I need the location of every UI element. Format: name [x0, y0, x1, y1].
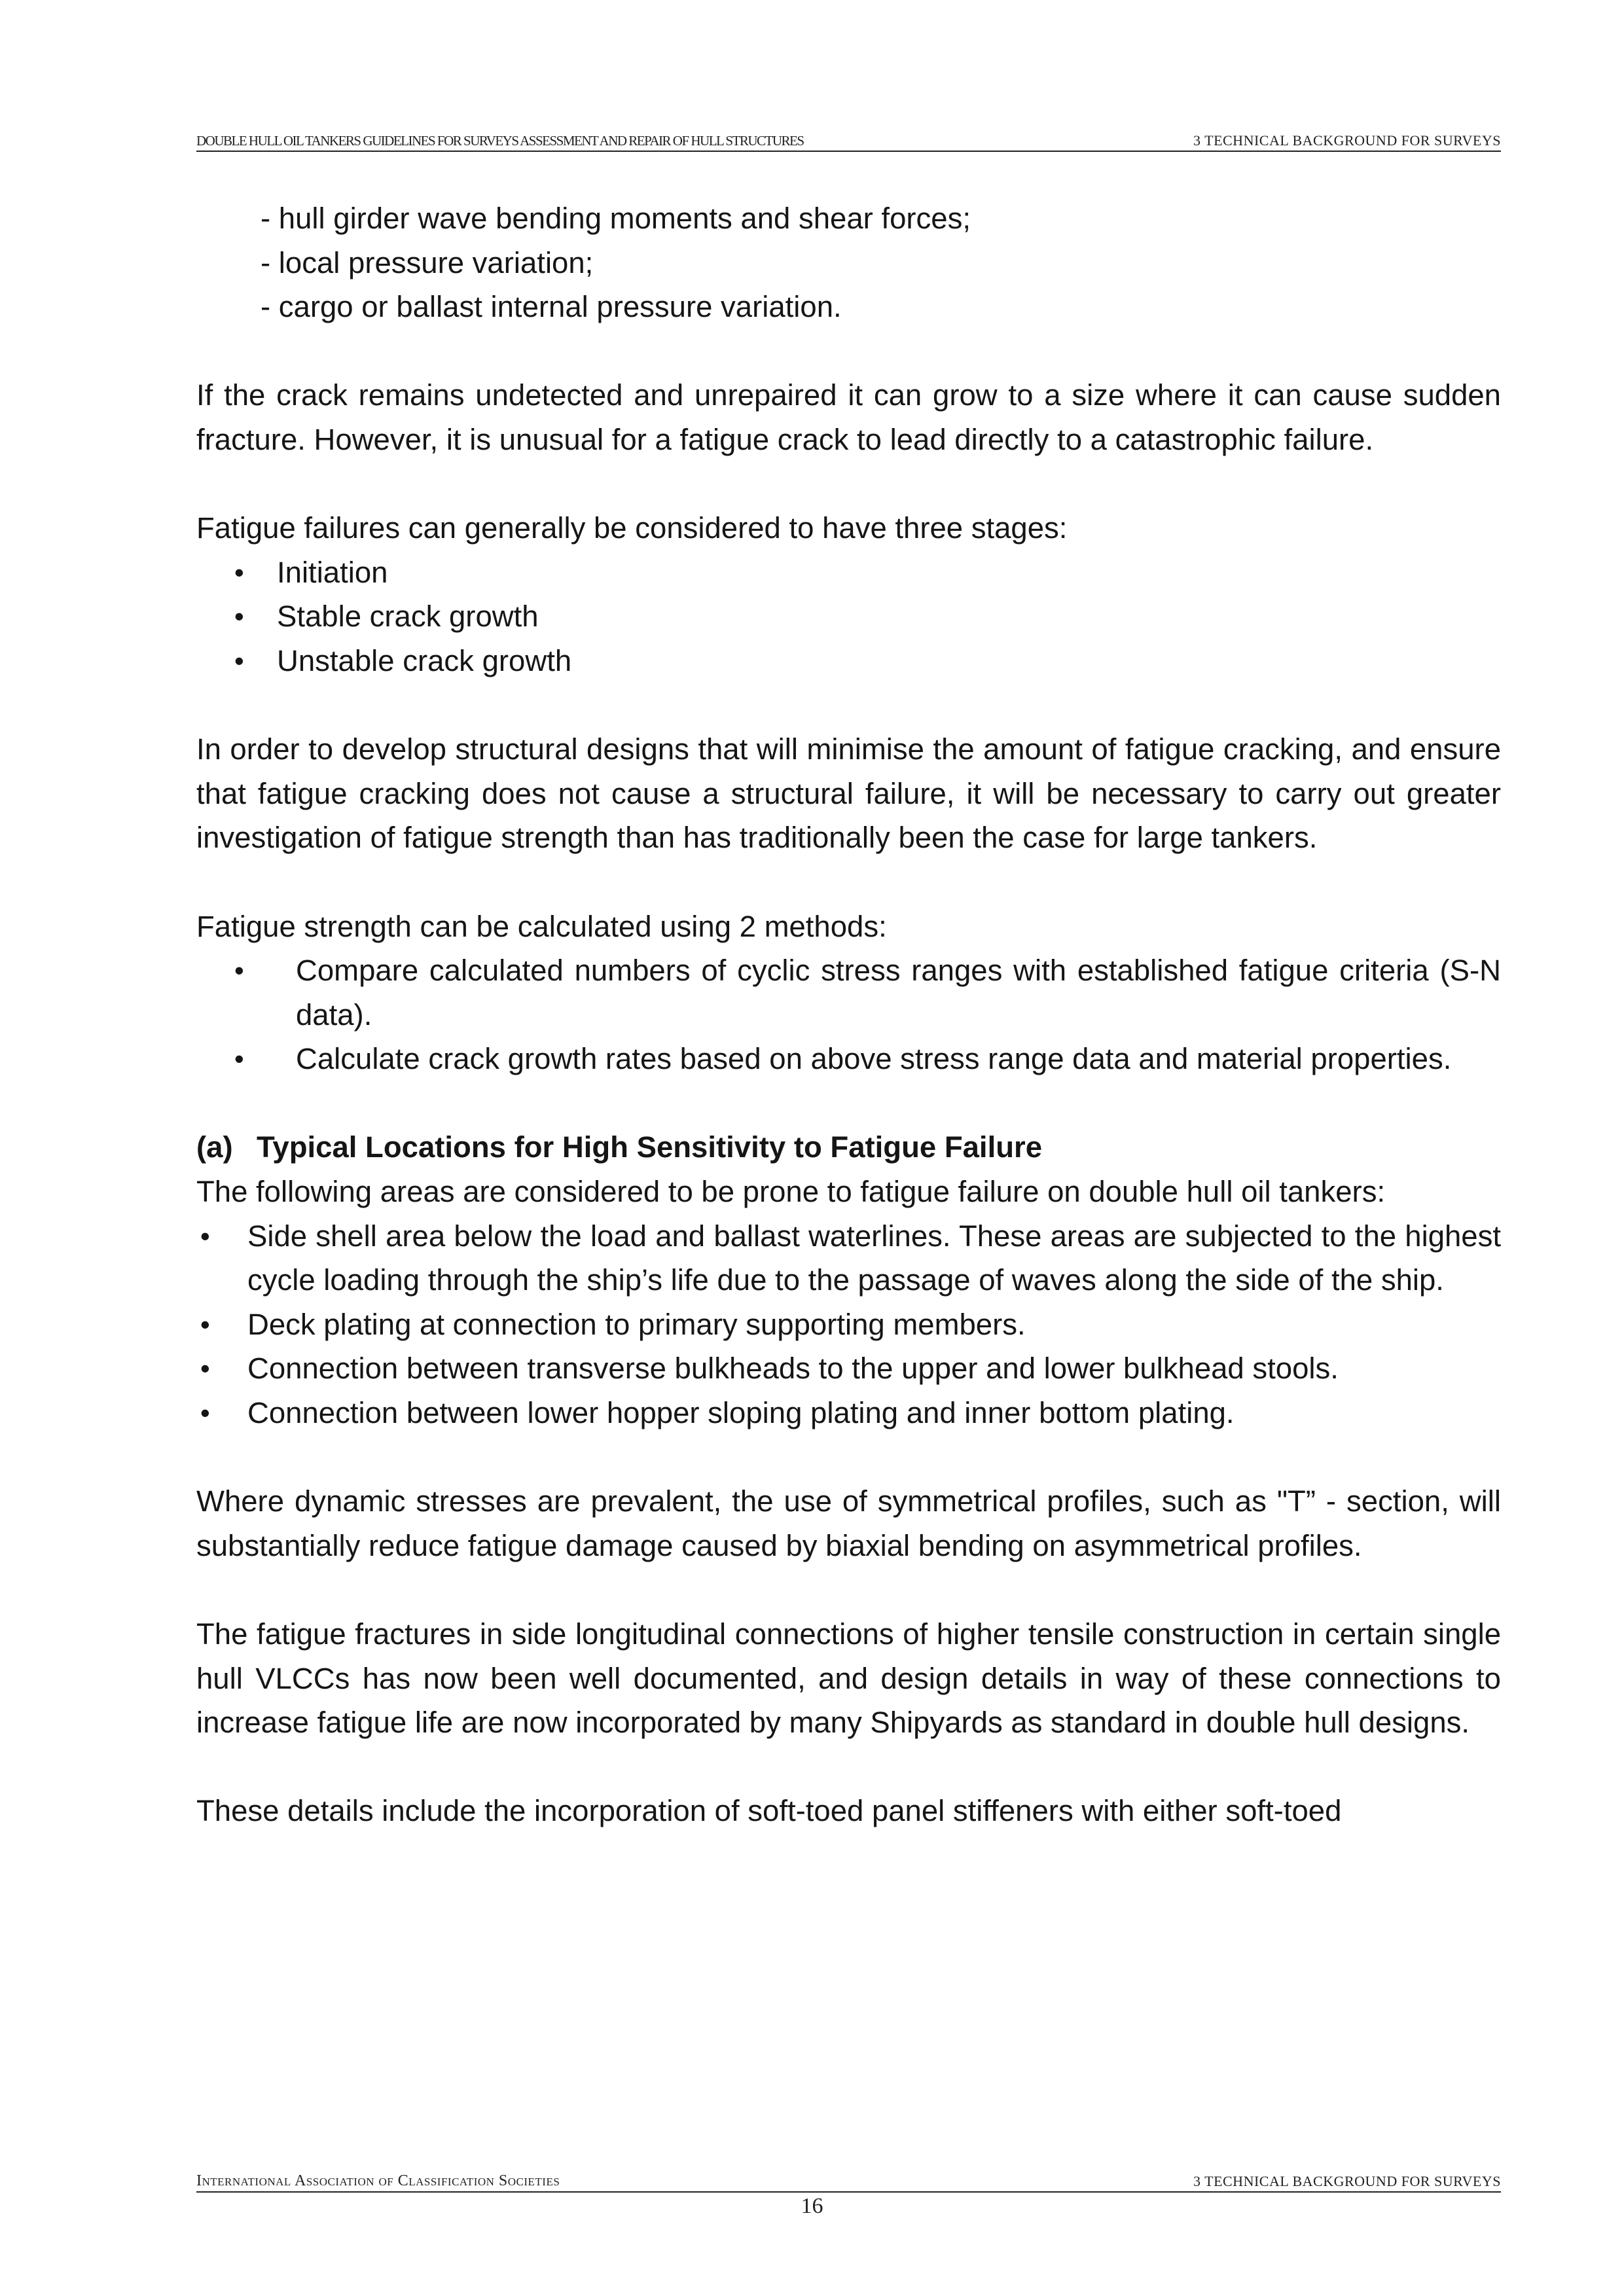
page-body — [196, 196, 1501, 1833]
list-item — [196, 1391, 1501, 1435]
page-number: 16 — [801, 2194, 823, 2218]
list-item-text: Connection between lower hopper sloping plating and inner bottom plating. — [247, 1396, 1235, 1430]
list-item — [196, 1214, 1501, 1302]
list-item — [196, 1302, 1501, 1347]
paragraph-crack: If the crack remains undetected and unrepaired it can grow to a size where it can cause sudden fracture. However, it is unusual for a fatigue crack to lead directly to a catastrophic failure. — [196, 378, 1501, 456]
list-item: - hull girder wave bending moments and shear forces; — [261, 202, 971, 235]
running-footer — [196, 2169, 1501, 2193]
list-item-text: Deck plating at connection to primary supporting members. — [247, 1307, 1026, 1341]
bullet-icon: • — [200, 1353, 210, 1384]
bullet-icon: • — [200, 1397, 210, 1429]
list-item: - cargo or ballast internal pressure variation. — [261, 290, 842, 324]
bullet-icon: • — [234, 556, 244, 588]
list-item — [196, 550, 1501, 595]
list-item: - local pressure variation; — [261, 245, 594, 279]
bullet-icon: • — [234, 645, 244, 676]
paragraph-locations-intro: The following areas are considered to be prone to fatigue failure on double hull oil tankers: — [196, 1175, 1386, 1209]
list-item — [196, 1037, 1501, 1081]
footer-chapter-title: 3 TECHNICAL BACKGROUND FOR SURVEYS — [1193, 2173, 1501, 2189]
paragraph-design: In order to develop structural designs that will minimise the amount of fatigue cracking, and ensure that fatigue cracking does not cause a structural failure, it will be necessary to carry out greater investigation of fatigue strength than has traditionally been the case for large tankers. — [196, 732, 1501, 855]
list-item-text: Compare calculated numbers of cyclic stress ranges with established fatigue criteria (S-N data). — [296, 954, 1501, 1031]
running-header — [196, 128, 1501, 152]
paragraph-stages-intro: Fatigue failures can generally be considered to have three stages: — [196, 511, 1068, 545]
section-title: Typical Locations for High Sensitivity to Fatigue Failure — [257, 1130, 1043, 1164]
list-item — [196, 639, 1501, 683]
section-heading — [196, 1125, 1501, 1170]
bullet-icon: • — [234, 955, 244, 986]
list-item — [196, 948, 1501, 1037]
header-chapter-title: 3 TECHNICAL BACKGROUND FOR SURVEYS — [1193, 132, 1501, 149]
footer-organization: International Association of Classification Societies — [196, 2172, 560, 2189]
bullet-icon: • — [234, 1043, 244, 1075]
list-item-text: Stable crack growth — [277, 600, 539, 634]
section-number: (a) — [196, 1130, 233, 1164]
list-item-text: Calculate crack growth rates based on above stress range data and material properties. — [296, 1042, 1452, 1076]
bullet-icon: • — [200, 1220, 210, 1251]
list-item-text: Side shell area below the load and ballast waterlines. These areas are subjected to the highest cycle loading through the ship’s life due to the passage of waves along the side of the ship. — [247, 1219, 1501, 1297]
fatigue-locations-list — [196, 1214, 1501, 1435]
list-item-text: Unstable crack growth — [277, 643, 572, 677]
paragraph-fatigue-fractures: The fatigue fractures in side longitudinal connections of higher tensile construction in certain single hull VLCCs has now been well documented, and design details in way of these connections to increase fatigue life are now incorporated by many Shipyards as standard in double hull designs. — [196, 1617, 1501, 1740]
list-item-text: Connection between transverse bulkheads to the upper and lower bulkhead stools. — [247, 1352, 1339, 1386]
header-document-title: DOUBLE HULL OIL TANKERS GUIDELINES FOR SURVEYS ASSESSMENT AND REPAIR OF HULL STRUCTURES — [196, 133, 804, 149]
fatigue-stages-list — [196, 550, 1501, 683]
load-components-list — [196, 196, 1501, 329]
bullet-icon: • — [234, 601, 244, 632]
list-item-text: Initiation — [277, 555, 388, 589]
list-item — [196, 1346, 1501, 1391]
bullet-icon: • — [200, 1308, 210, 1340]
paragraph-methods-intro: Fatigue strength can be calculated using 2 methods: — [196, 909, 887, 943]
paragraph-details: These details include the incorporation of soft-toed panel stiffeners with either soft-toed — [196, 1794, 1342, 1828]
paragraph-dynamic-stresses: Where dynamic stresses are prevalent, the use of symmetrical profiles, such as "T” - section, will substantially reduce fatigue damage caused by biaxial bending on asymmetrical profiles. — [196, 1484, 1501, 1562]
list-item — [196, 594, 1501, 639]
calculation-methods-list — [196, 948, 1501, 1081]
